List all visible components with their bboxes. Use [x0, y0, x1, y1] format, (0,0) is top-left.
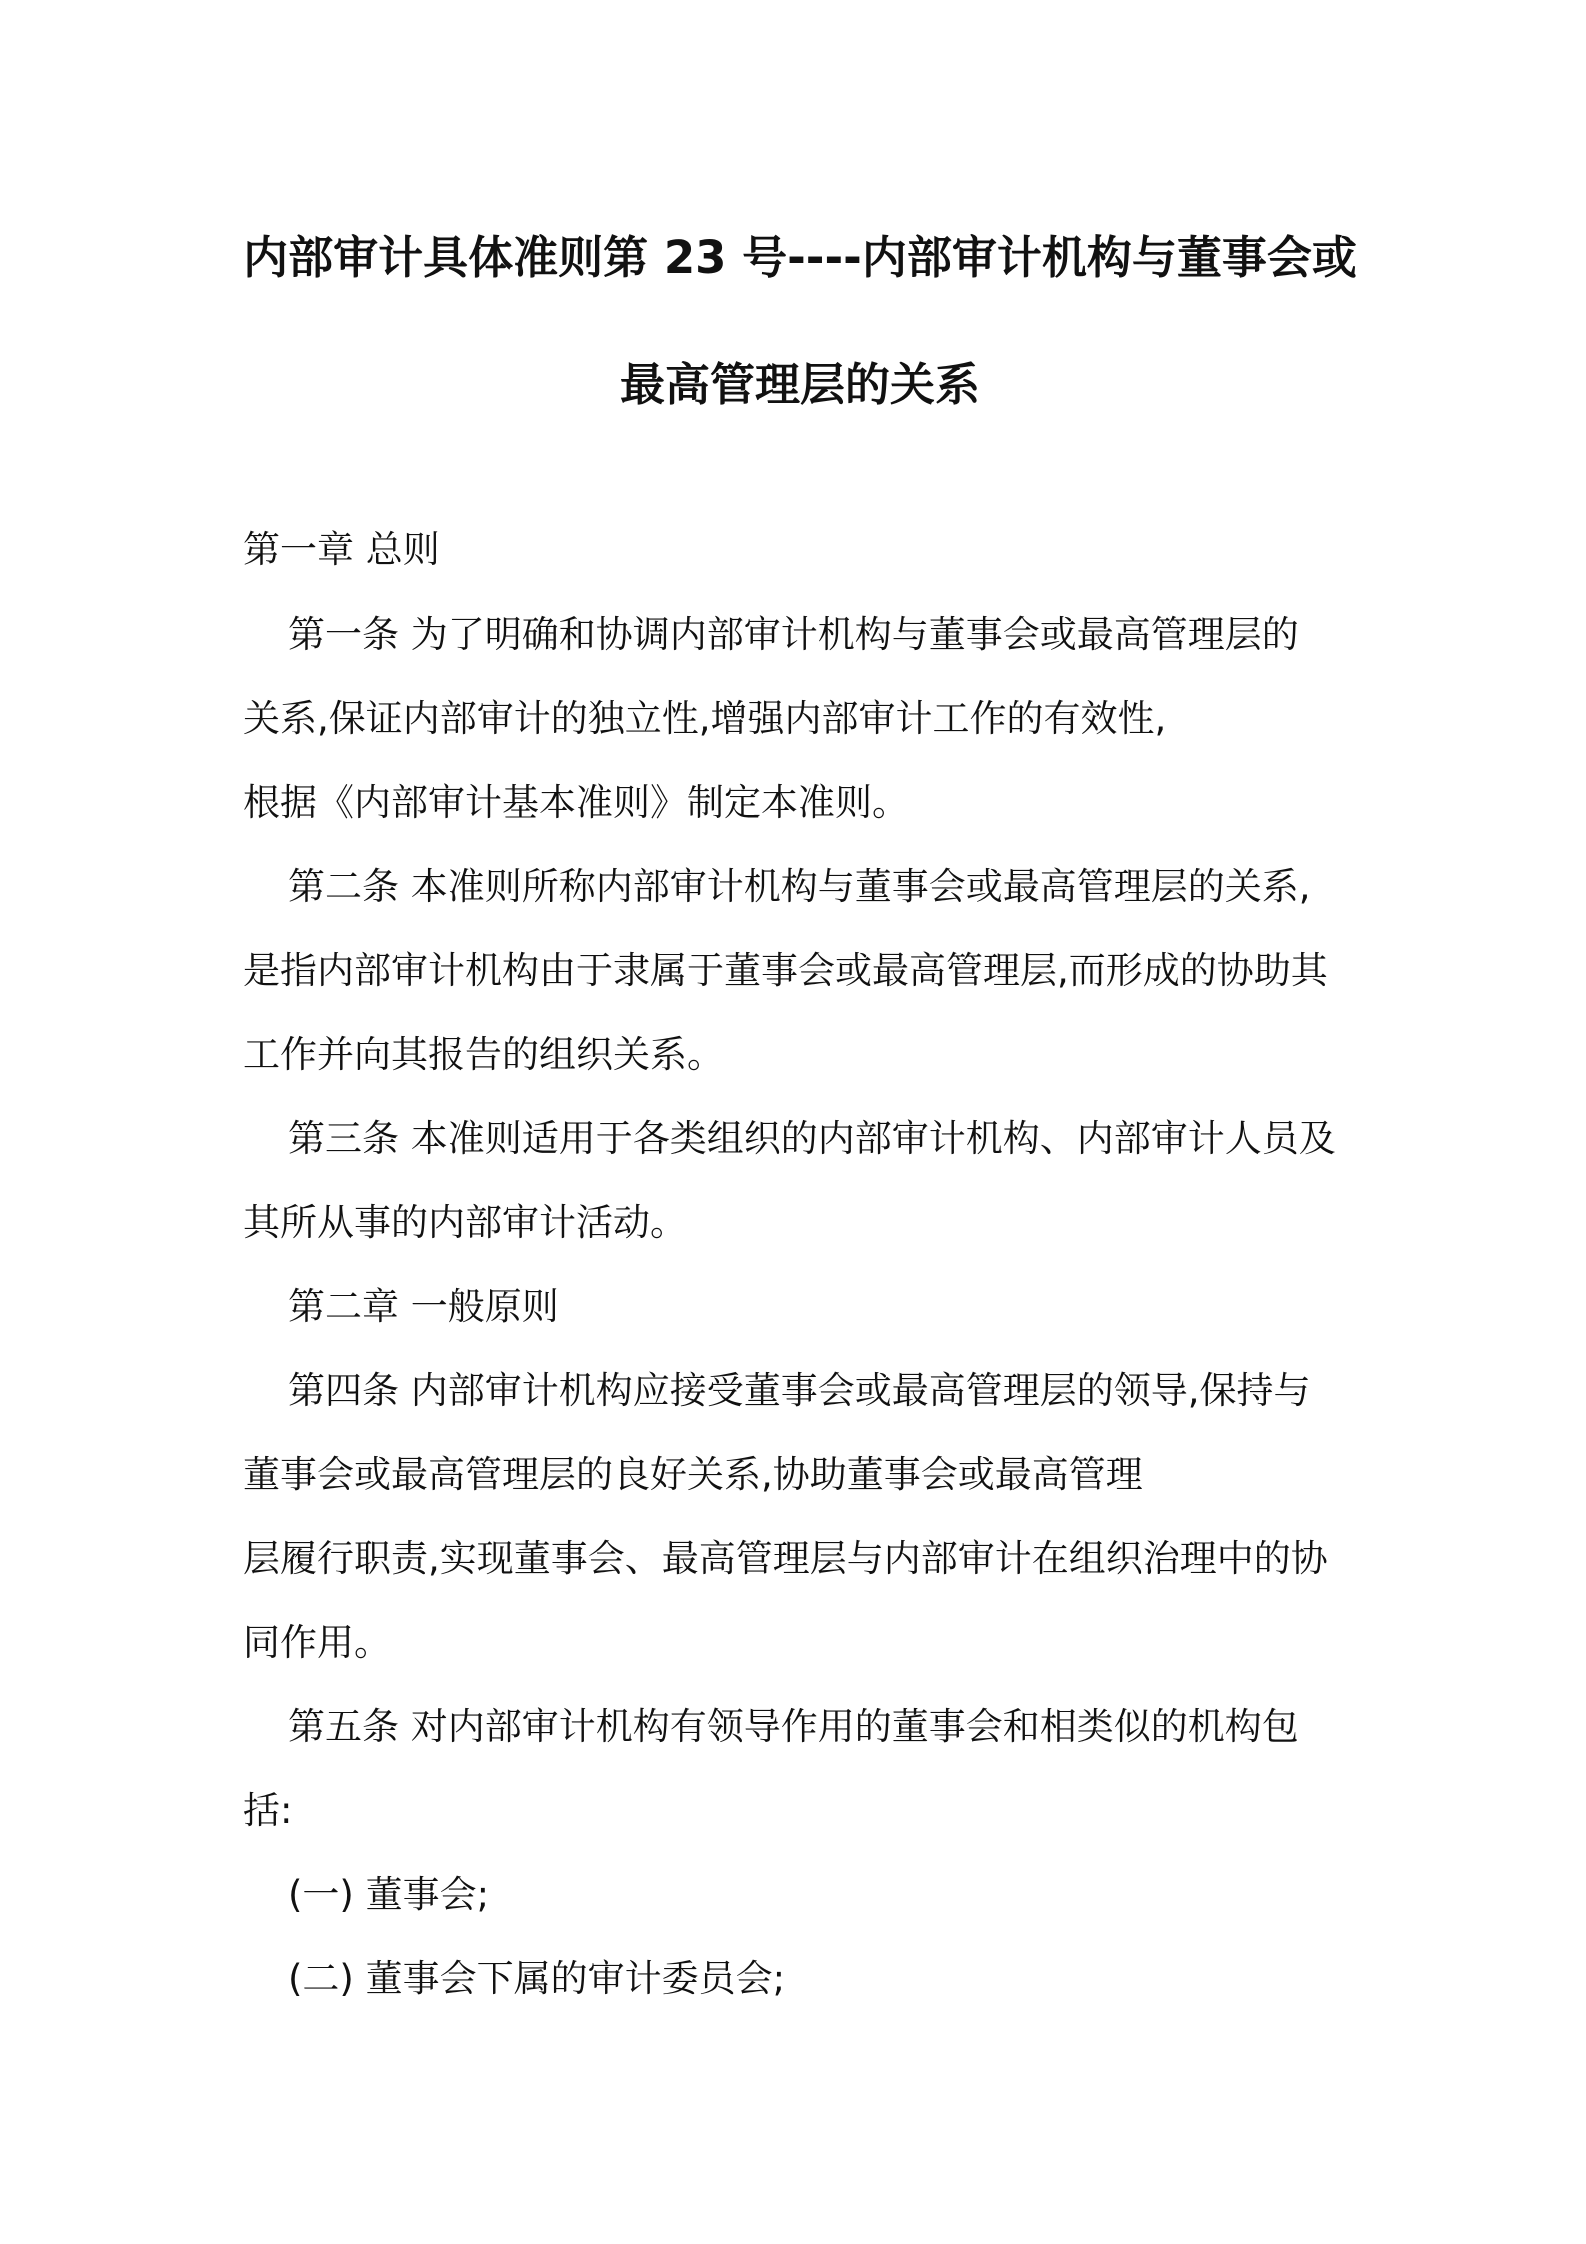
chapter-2-heading: 第二章 一般原则	[288, 1285, 559, 1328]
article-5-line-1: 第五条 对内部审计机构有领导作用的董事会和相类似的机构包	[288, 1705, 1299, 1748]
article-2-line-1: 第二条 本准则所称内部审计机构与董事会或最高管理层的关系,	[288, 865, 1311, 908]
list-item-2: (二) 董事会下属的审计委员会;	[288, 1957, 786, 2000]
article-1-line-2: 关系,保证内部审计的独立性,增强内部审计工作的有效性,	[243, 697, 1167, 740]
article-1-line-1: 第一条 为了明确和协调内部审计机构与董事会或最高管理层的	[288, 613, 1299, 656]
document-title-line-2: 最高管理层的关系	[619, 358, 980, 411]
article-3-line-1: 第三条 本准则适用于各类组织的内部审计机构、内部审计人员及	[288, 1117, 1336, 1160]
chapter-1-heading: 第一章 总则	[243, 528, 440, 571]
article-4-line-4: 同作用。	[243, 1621, 391, 1664]
article-3-line-2: 其所从事的内部审计活动。	[243, 1201, 687, 1244]
article-2-line-3: 工作并向其报告的组织关系。	[243, 1033, 724, 1076]
list-item-1: (一) 董事会;	[288, 1873, 490, 1916]
article-1-line-3: 根据《内部审计基本准则》制定本准则。	[243, 781, 909, 824]
article-2-line-2: 是指内部审计机构由于隶属于董事会或最高管理层,而形成的协助其	[243, 949, 1328, 992]
document-title-line-1: 内部审计具体准则第 23 号----内部审计机构与董事会或	[243, 231, 1357, 284]
article-4-line-3: 层履行职责,实现董事会、最高管理层与内部审计在组织治理中的协	[243, 1537, 1328, 1580]
article-5-line-2: 括:	[243, 1789, 293, 1832]
article-4-line-1: 第四条 内部审计机构应接受董事会或最高管理层的领导,保持与	[288, 1369, 1311, 1412]
article-4-line-2: 董事会或最高管理层的良好关系,协助董事会或最高管理	[243, 1453, 1143, 1496]
